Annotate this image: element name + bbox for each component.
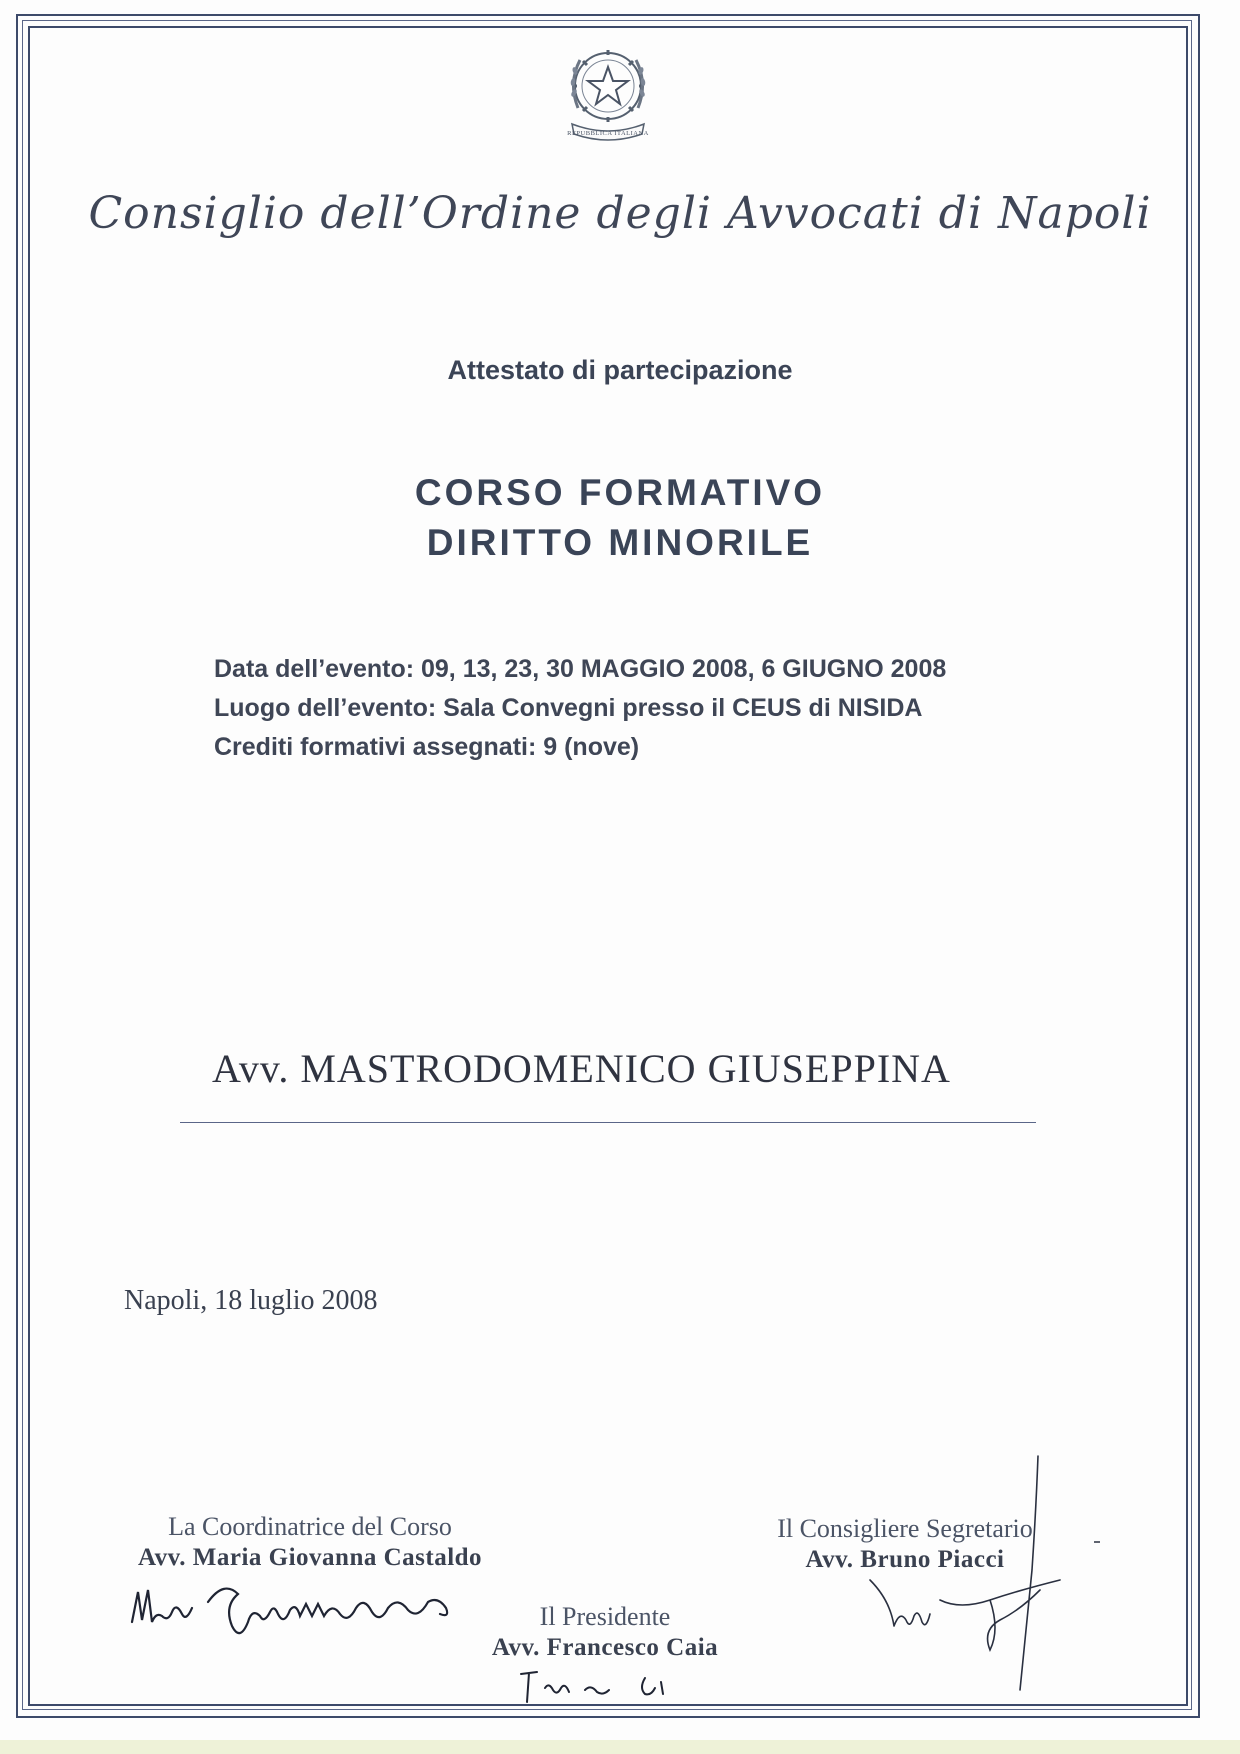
recipient-underline bbox=[180, 1122, 1036, 1123]
president-role: Il Presidente bbox=[539, 1602, 671, 1631]
event-credits: Crediti formativi assegnati: 9 (nove) bbox=[214, 733, 640, 761]
event-place: Luogo dell’evento: Sala Convegni presso il CEUS di NISIDA bbox=[214, 694, 923, 722]
president-signature bbox=[515, 1666, 735, 1708]
coordinator-block bbox=[100, 1512, 520, 1572]
coordinator-name: Avv. Maria Giovanna Castaldo bbox=[137, 1544, 483, 1571]
recipient-name: Avv. MASTRODOMENICO GIUSEPPINA bbox=[212, 1046, 951, 1091]
course-title-line1: CORSO FORMATIVO bbox=[414, 472, 826, 513]
council-heading: Consiglio dell’Ordine degli Avvocati di Napoli bbox=[88, 188, 1152, 239]
president-name: Avv. Francesco Caia bbox=[491, 1634, 719, 1661]
secretary-signature bbox=[850, 1450, 1100, 1700]
secretary-name: Avv. Bruno Piacci bbox=[805, 1546, 1005, 1573]
course-title-line2: DIRITTO MINORILE bbox=[426, 522, 814, 563]
event-date: Data dell’evento: 09, 13, 23, 30 MAGGIO 2008, 6 GIUGNO 2008 bbox=[214, 655, 947, 683]
president-block bbox=[460, 1602, 750, 1662]
scan-edge bbox=[0, 1740, 1240, 1754]
republic-emblem-icon bbox=[558, 38, 658, 150]
event-details bbox=[214, 650, 946, 767]
place-date: Napoli, 18 luglio 2008 bbox=[124, 1285, 378, 1316]
secretary-role: Il Consigliere Segretario bbox=[777, 1514, 1033, 1543]
emblem-banner: REPUBBLICA ITALIANA bbox=[567, 130, 649, 137]
coordinator-role: La Coordinatrice del Corso bbox=[168, 1512, 452, 1541]
coordinator-signature bbox=[128, 1572, 488, 1652]
certificate-title: Attestato di partecipazione bbox=[447, 355, 793, 385]
